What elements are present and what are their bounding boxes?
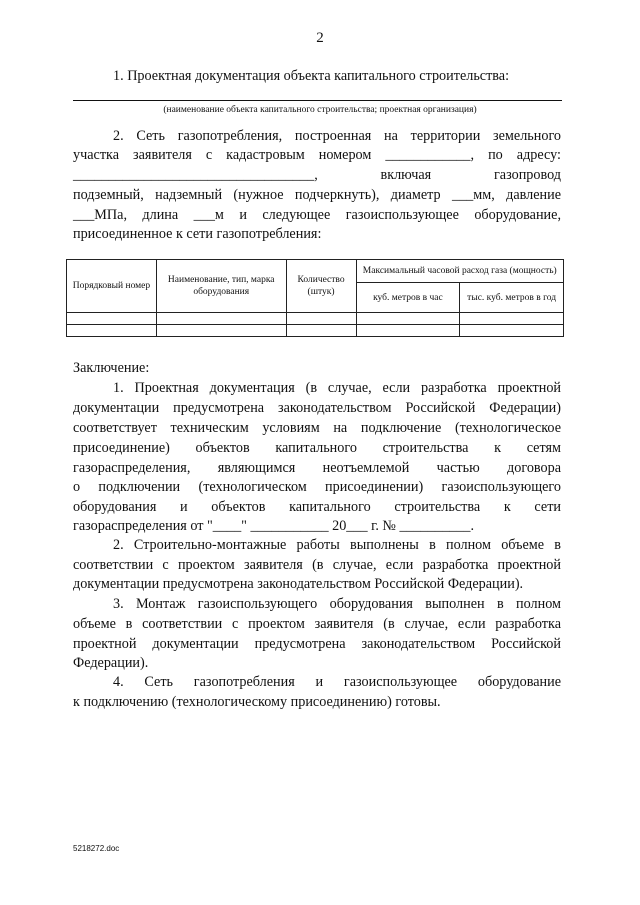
table-cell [286, 313, 356, 325]
p2-line-6: присоединенное к сети газопотребления: [73, 226, 322, 242]
table-cell [156, 325, 286, 337]
page-number: 2 [316, 30, 324, 46]
table-cell [460, 325, 564, 337]
document-filename: 5218272.doc [73, 844, 120, 853]
table-cell [286, 325, 356, 337]
c1-line-3: соответствует техническим условиям на подключение (технологическое [73, 420, 561, 436]
table-cell [356, 325, 460, 337]
header-thousand-cubic-per-year: тыс. куб. метров в год [460, 283, 564, 313]
header-number: Порядковый номер [67, 260, 157, 313]
header-max-consumption: Максимальный часовой расход газа (мощность) [356, 260, 563, 283]
c2-line-2: соответствии с проектом заявителя (в случае, если разработка проектной [73, 557, 561, 573]
p1-text: 1. Проектная документация объекта капитального строительства: [113, 68, 510, 84]
c3-line-3: проектной документации предусмотрена законодательством Российской [73, 636, 561, 652]
c1-line-5: газораспределения, являющимся неотъемлемой частью договора [73, 460, 561, 476]
c2-line-3: документации предусмотрена законодательством Российской Федерации). [73, 576, 524, 592]
c1-line-2: документации предусмотрена законодательством Российской Федерации) [73, 400, 561, 416]
c4-line-1: 4. Сеть газопотребления и газоиспользующее оборудование [113, 674, 561, 690]
c1-line-7: оборудования и объектов капитального строительства к сети [73, 499, 561, 515]
table-cell [156, 313, 286, 325]
p2-line-3: __________________________________, включая газопровод [73, 167, 561, 183]
header-equipment-name: Наименование, тип, марка оборудования [156, 260, 286, 313]
p2-line-2: участка заявителя с кадастровым номером ____________, по адресу: [73, 147, 561, 163]
table-row [67, 325, 564, 337]
table-cell [67, 325, 157, 337]
p2-line-5: ___МПа, длина ___м и следующее газоиспользующее оборудование, [73, 207, 561, 223]
table-cell [356, 313, 460, 325]
c1-line-6: о подключении (технологическом присоединении) газоиспользующего [73, 479, 561, 495]
table-row [67, 313, 564, 325]
table-cell [460, 313, 564, 325]
c4-line-2: к подключению (технологическому присоединению) готовы. [73, 694, 441, 710]
c3-line-1: 3. Монтаж газоиспользующего оборудования выполнен в полном [113, 596, 561, 612]
c3-line-4: Федерации). [73, 655, 149, 671]
p2-line-1: 2. Сеть газопотребления, построенная на территории земельного [113, 128, 561, 144]
c1-line-8: газораспределения от "____" ___________ 20___ г. № __________. [73, 518, 474, 534]
c1-line-4: присоединение) объектов капитального строительства к сетям [73, 440, 561, 456]
table-cell [67, 313, 157, 325]
header-quantity: Количество (штук) [286, 260, 356, 313]
p1-blank-line [73, 100, 562, 101]
c2-line-1: 2. Строительно-монтажные работы выполнены в полном объеме в [113, 537, 561, 553]
c3-line-2: объеме в соответствии с проектом заявителя (в случае, если разработка [73, 616, 561, 632]
p2-line-4: подземный, надземный (нужное подчеркнуть), диаметр ___мм, давление [73, 187, 561, 203]
c1-line-1: 1. Проектная документация (в случае, если разработка проектной [113, 380, 561, 396]
conclusion-title: Заключение: [73, 360, 150, 376]
p1-caption: (наименование объекта капитального строительства; проектная организация) [163, 105, 477, 115]
header-cubic-per-hour: куб. метров в час [356, 283, 460, 313]
equipment-table [66, 259, 564, 337]
